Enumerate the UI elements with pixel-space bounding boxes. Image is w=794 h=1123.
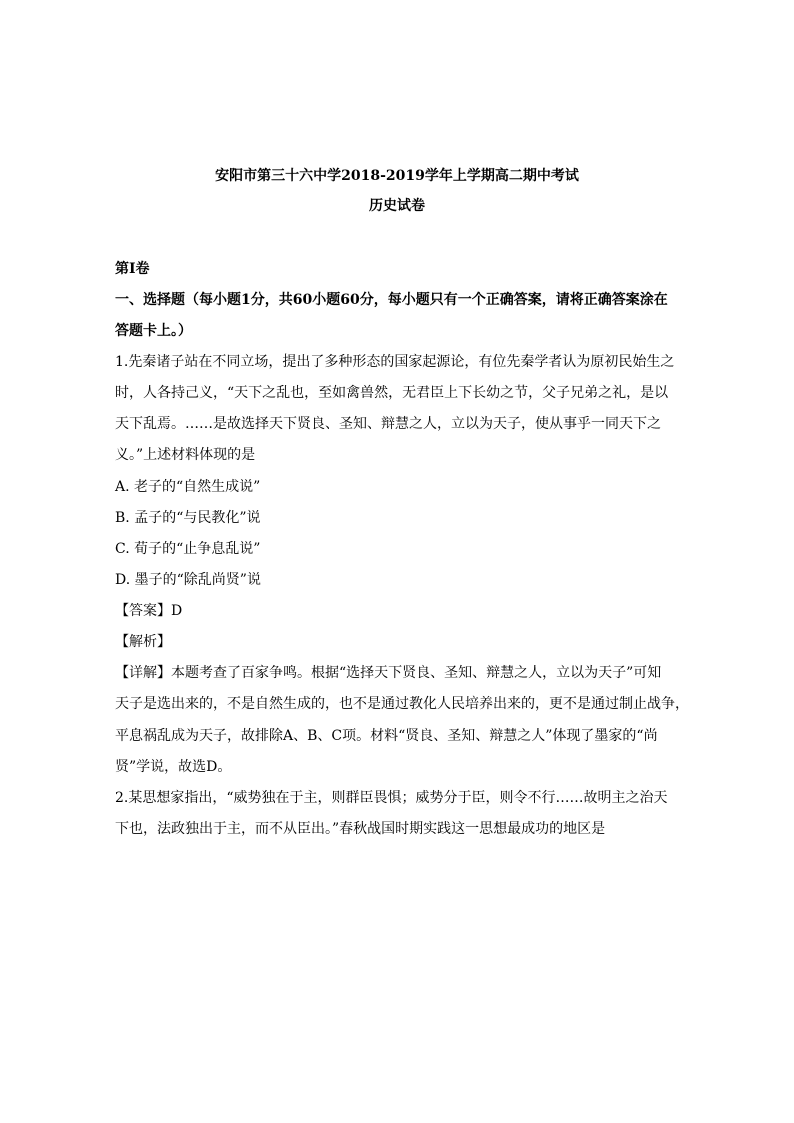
exam-subtitle: 历史试卷 [369,198,425,214]
question-1-option-a: A. 老子的“自然生成说” [115,479,261,495]
section-instructions-line-2: 答题卡上。） [115,323,192,339]
question-1-detail-line-1: 【详解】本题考查了百家争鸣。根据“选择天下贤良、圣知、辩慧之人，立以为天子”可知 [115,665,662,681]
question-1-detail-line-3: 平息祸乱成为天子，故排除A、B、C项。材料“贤良、圣知、辩慧之人”体现了墨家的“尚 [115,728,658,744]
question-1-answer: 【答案】D [115,603,183,619]
question-1-stem-line-3: 天下乱焉。……是故选择天下贤良、圣知、辩慧之人，立以为天子，使从事乎一同天下之 [115,416,661,432]
volume-heading: 第I卷 [115,261,150,277]
question-1-option-b: B. 孟子的“与民教化”说 [115,510,261,526]
exam-title: 安阳市第三十六中学2018-2019学年上学期高二期中考试 [215,168,579,184]
section-instructions-line-1: 一、选择题（每小题1分，共60小题60分，每小题只有一个正确答案，请将正确答案涂在 [115,292,668,308]
question-1-stem-line-1: 1.先秦诸子站在不同立场，提出了多种形态的国家起源论，有位先秦学者认为原初民始生之 [115,354,675,370]
question-1-analysis-heading: 【解析】 [115,634,171,650]
question-1-stem-line-2: 时，人各持己义，“天下之乱也，至如禽兽然，无君臣上下长幼之节，父子兄弟之礼，是以 [115,385,669,401]
question-1-detail-line-2: 天子是选出来的，不是自然生成的，也不是通过教化人民培养出来的，更不是通过制止战争， [115,696,689,712]
question-1-option-c: C. 荀子的“止争息乱说” [115,541,261,557]
question-1-stem-line-4: 义。”上述材料体现的是 [115,447,256,463]
question-1-option-d: D. 墨子的“除乱尚贤”说 [115,572,261,588]
question-2-stem-line-2: 下也，法政独出于主，而不从臣出。”春秋战国时期实践这一思想最成功的地区是 [115,821,606,837]
question-2-stem-line-1: 2.某思想家指出，“威势独在于主，则群臣畏惧；威势分于臣，则令不行……故明主之治天 [115,790,668,806]
question-1-detail-line-4: 贤”学说，故选D。 [115,759,232,775]
